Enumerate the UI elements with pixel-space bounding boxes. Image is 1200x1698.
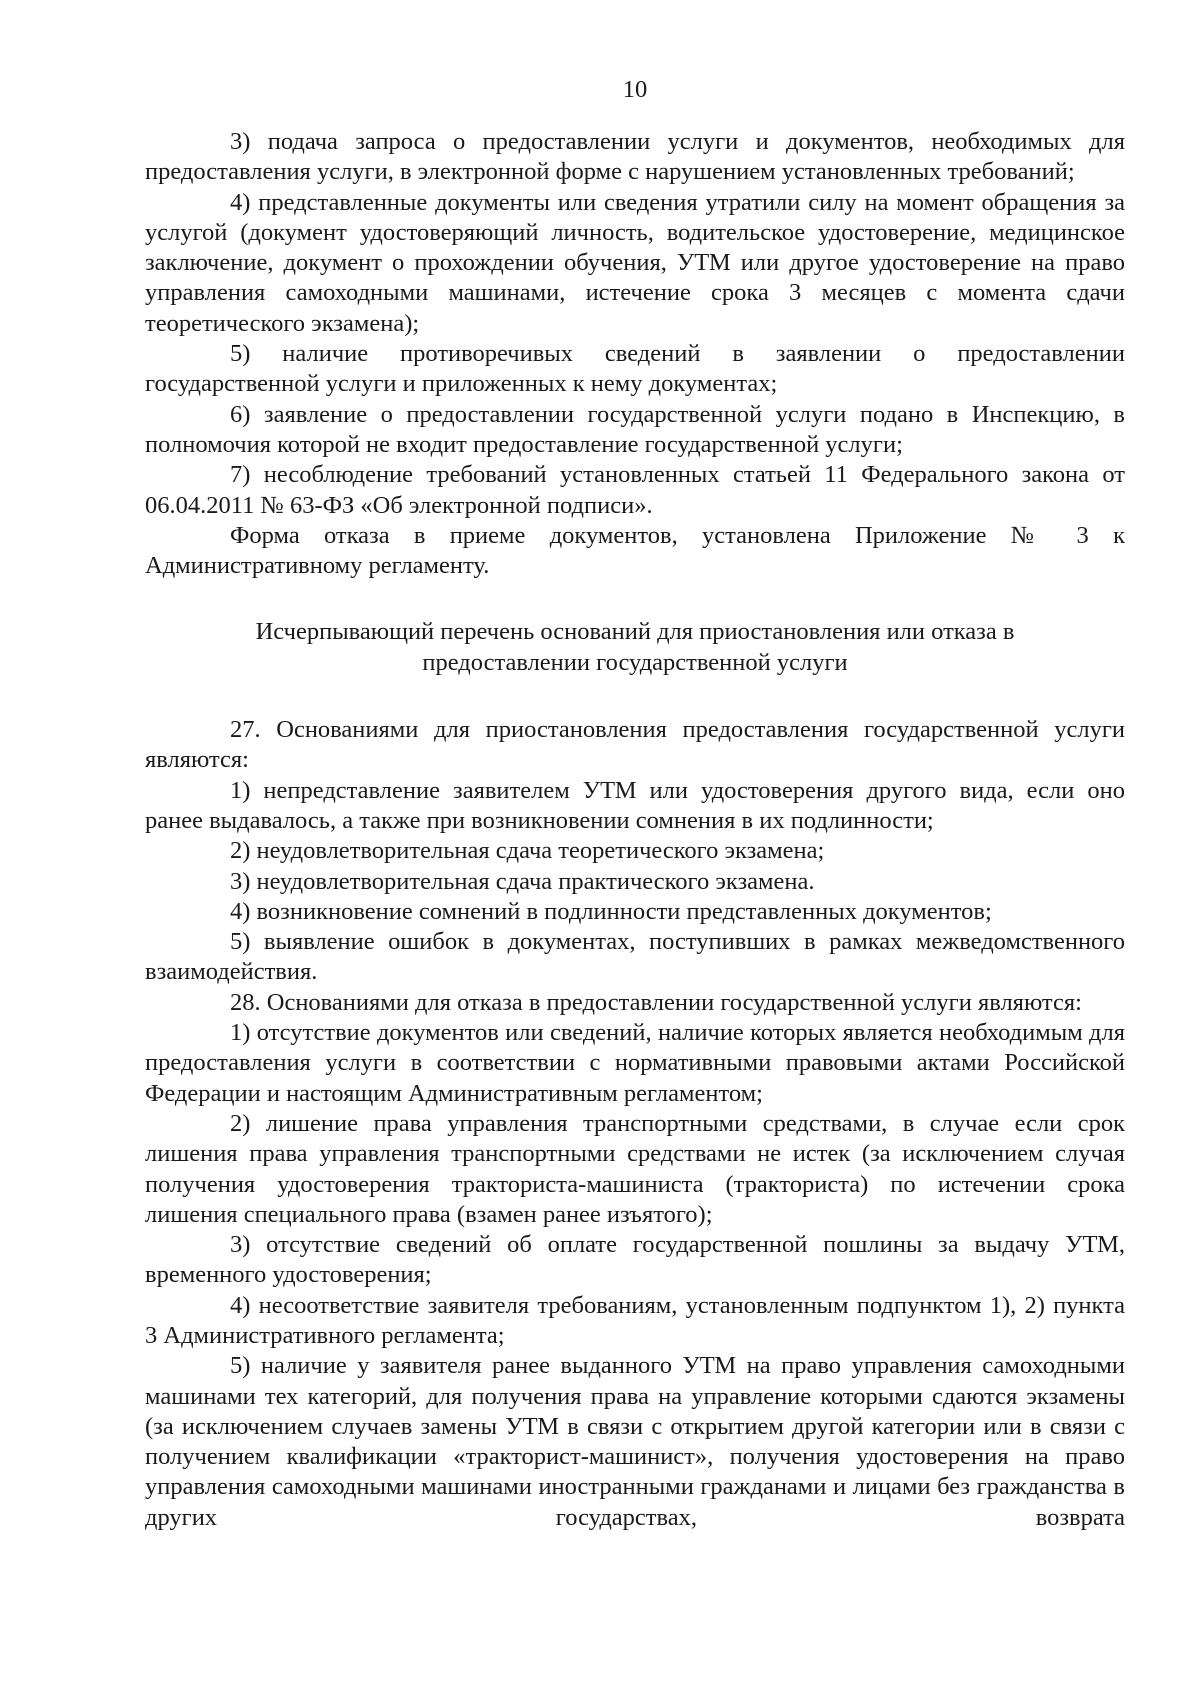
section-heading-line-2: предоставлении государственной услуги: [422, 648, 848, 676]
section-heading: [145, 617, 1125, 678]
refusal-reason-5: 5) наличие противоречивых сведений в заявлении о предоставлении государственной услуги и приложенных к нему документах;: [145, 340, 1125, 398]
denial-reason-5: 5) наличие у заявителя ранее выданного УТМ на право управления самоходными машинами тех категорий, для получения права на управление которыми сдаются экзамены (за исключением случаев замены УТМ в связи с открытием другой категории или в связи с получением квалификации «тракторист-машинист», получения удостоверения на право управления самоходными машинами иностранными гражданами и лицами без гражданства в других государствах, возврата: [145, 1352, 1125, 1531]
denial-reason-2: 2) лишение права управления транспортными средствами, в случае если срок лишения права управления транспортными средствами не истек (за исключением случая получения удостоверения тракториста-машиниста (тракториста) по истечении срока лишения специального права (взамен ранее изъятого);: [145, 1109, 1125, 1228]
section-heading-line-1: Исчерпывающий перечень оснований для приостановления или отказа в: [255, 618, 1015, 646]
refusal-reason-3: 3) подача запроса о предоставлении услуги и документов, необходимых для предоставления услуги, в электронной форме с нарушением установленных требований;: [145, 128, 1125, 186]
clause-28-intro: 28. Основаниями для отказа в предоставлении государственной услуги являются:: [230, 988, 1082, 1016]
page-number: 10: [622, 76, 648, 103]
denial-reason-1: 1) отсутствие документов или сведений, наличие которых является необходимым для предоставления услуги в соответствии с нормативными правовыми актами Российской Федерации и настоящим Административным регламентом;: [145, 1019, 1125, 1107]
suspension-reason-3: 3) неудовлетворительная сдача практического экзамена.: [230, 867, 815, 895]
denial-reason-4: 4) несоответствие заявителя требованиям, установленным подпунктом 1), 2) пункта 3 Административного регламента;: [145, 1291, 1125, 1349]
refusal-reason-4: 4) представленные документы или сведения утратили силу на момент обращения за услугой (документ удостоверяющий личность, водительское удостоверение, медицинское заключение, документ о прохождении обучения, УТМ или другое удостоверение на право управления самоходными машинами, истечение срока 3 месяцев с момента сдачи теоретического экзамена);: [145, 188, 1125, 337]
refusal-reason-7: 7) несоблюдение требований установленных статьей 11 Федерального закона от 06.04.2011 № 63-ФЗ «Об электронной подписи».: [145, 461, 1125, 519]
suspension-reason-5: 5) выявление ошибок в документах, поступивших в рамках межведомственного взаимодействия.: [145, 928, 1125, 986]
suspension-reason-1: 1) непредставление заявителем УТМ или удостоверения другого вида, если оно ранее выдавалось, а также при возникновении сомнения в их подлинности;: [145, 776, 1125, 834]
refusal-reason-6: 6) заявление о предоставлении государственной услуги подано в Инспекцию, в полномочия которой не входит предоставление государственной услуги;: [145, 400, 1125, 458]
document-body: [145, 127, 1125, 1533]
suspension-reason-2: 2) неудовлетворительная сдача теоретического экзамена;: [230, 837, 825, 865]
refusal-form-note: Форма отказа в приеме документов, установлена Приложение № 3 к Административному регламенту.: [145, 521, 1125, 580]
denial-reason-3: 3) отсутствие сведений об оплате государственной пошлины за выдачу УТМ, временного удостоверения;: [145, 1231, 1125, 1289]
clause-27-intro: 27. Основаниями для приостановления предоставления государственной услуги являются:: [145, 716, 1125, 774]
suspension-reason-4: 4) возникновение сомнений в подлинности представленных документов;: [230, 897, 992, 925]
